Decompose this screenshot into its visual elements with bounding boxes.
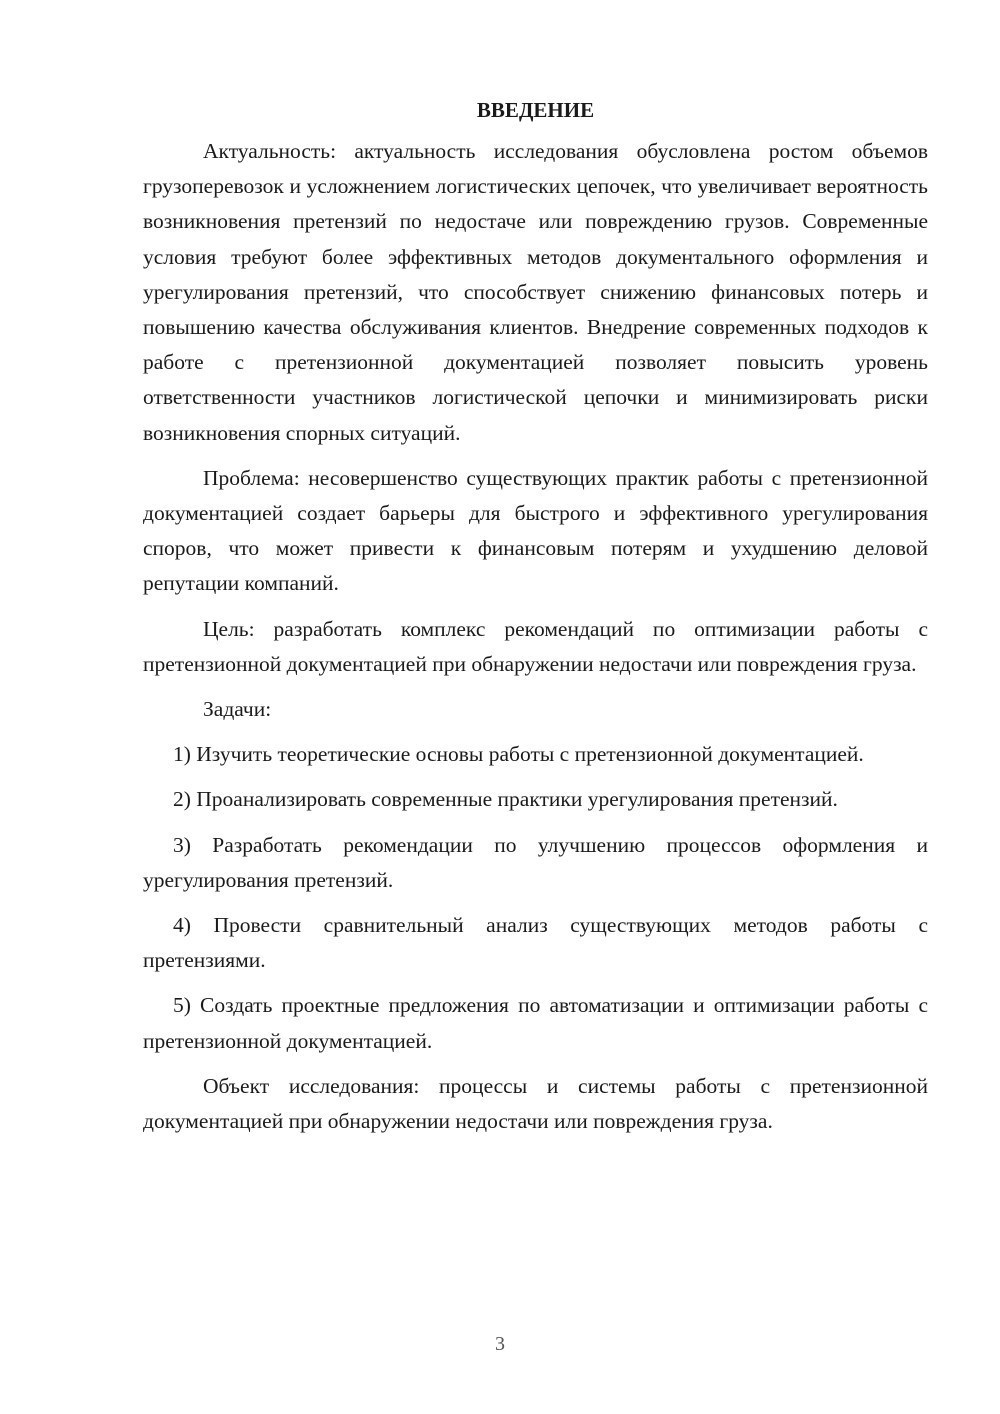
page-content — [143, 92, 928, 1139]
task-item: 5) Создать проектные предложения по автоматизации и оптимизации работы с претензионной документацией. — [143, 993, 928, 1053]
problem-paragraph: Проблема: несовершенство существующих практик работы с претензионной документацией создает барьеры для быстрого и эффективного урегулирования споров, что может привести к финансовым потерям и ухудшению деловой репутации компаний. — [143, 465, 928, 596]
section-title: ВВЕДЕНИЕ — [476, 98, 595, 122]
object-paragraph: Объект исследования: процессы и системы работы с претензионной документацией при обнаружении недостачи или повреждения груза. — [143, 1073, 928, 1134]
task-item: 2) Проанализировать современные практики урегулирования претензий. — [173, 787, 838, 812]
relevance-paragraph: Актуальность: актуальность исследования обусловлена ростом объемов грузоперевозок и усложнением логистических цепочек, что увеличивает вероятность возникновения претензий по недостаче или повреждению грузов. Современные условия требуют более эффективных методов документального оформления и урегулирования претензий, что способствует снижению финансовых потерь и повышению качества обслуживания клиентов. Внедрение современных подходов к работе с претензионной документацией позволяет повысить уровень ответственности участников логистической цепочки и минимизировать риски возникновения спорных ситуаций. — [143, 139, 928, 445]
goal-paragraph: Цель: разработать комплекс рекомендаций по оптимизации работы с претензионной документацией при обнаружении недостачи или повреждения груза. — [143, 616, 928, 676]
page-number: 3 — [495, 1333, 505, 1355]
task-item: 3) Разработать рекомендации по улучшению процессов оформления и урегулирования претензий. — [143, 832, 928, 892]
task-item: 1) Изучить теоретические основы работы с претензионной документацией. — [173, 742, 864, 767]
tasks-heading: Задачи: — [203, 697, 272, 722]
task-item: 4) Провести сравнительный анализ существующих методов работы с претензиями. — [143, 913, 928, 973]
